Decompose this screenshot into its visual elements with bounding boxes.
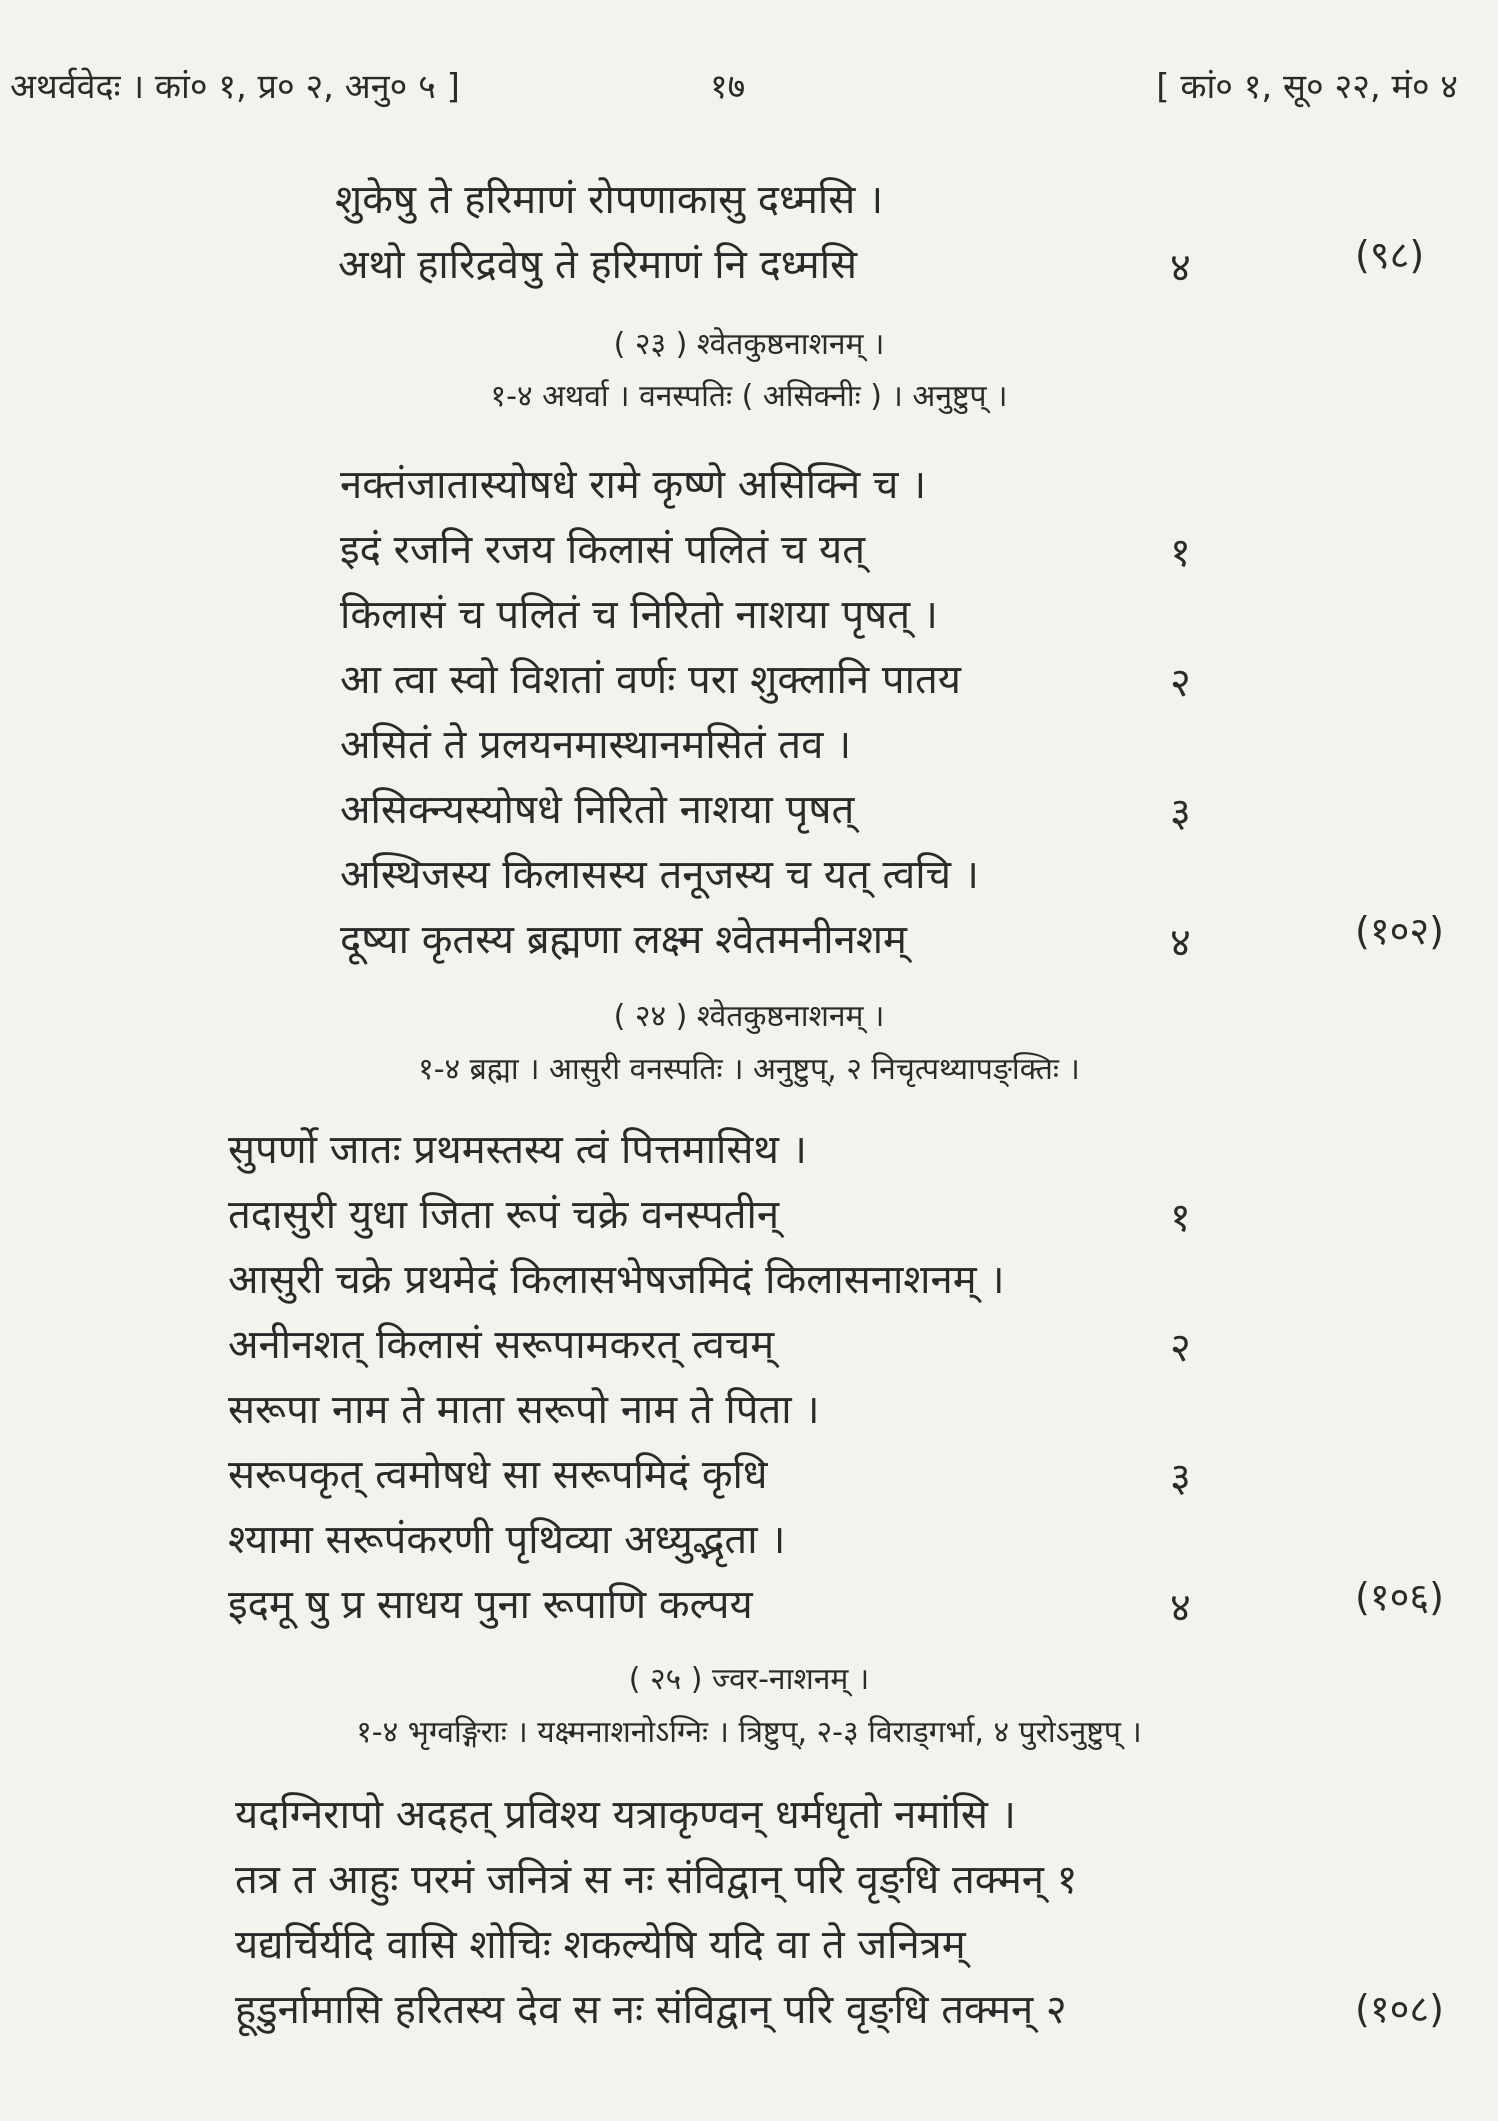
page-number: १७ <box>710 67 746 107</box>
verse-line: इदमू षु प्र साधय पुना रूपाणि कल्पय <box>228 1582 753 1628</box>
verse-line: इदं रजनि रजय किलासं पलितं च यत् <box>340 527 866 573</box>
verse-line: असितं ते प्रलयनमास्थानमसितं तव । <box>340 722 852 768</box>
verse-number: १ <box>1170 1195 1191 1241</box>
verse-line: आ त्वा स्वो विशतां वर्णः परा शुक्लानि पातय <box>340 657 962 703</box>
verse-line: सरूपा नाम ते माता सरूपो नाम ते पिता । <box>228 1387 820 1433</box>
verse-line: दूष्या कृतस्य ब्रह्मणा लक्ष्म श्वेतमनीनशम् <box>340 917 907 963</box>
section-subtitle: १-४ ब्रह्मा । आसुरी वनस्पतिः । अनुष्टुप्, २ निचृत्पथ्यापङ्क्तिः । <box>418 1052 1080 1087</box>
verse-line: सुपर्णो जातः प्रथमस्तस्य त्वं पित्तमासिथ । <box>228 1127 807 1173</box>
verse-line: अनीनशत् किलासं सरूपामकरत् त्वचम् <box>228 1322 775 1368</box>
verse-number: ३ <box>1170 1455 1191 1501</box>
header-right: [ कां० १, सू० २२, मं० ४ <box>1156 67 1458 107</box>
verse-line: तदासुरी युधा जिता रूपं चक्रे वनस्पतीन् <box>228 1192 780 1238</box>
verse-marker: (१०६) <box>1355 1575 1444 1619</box>
verse-marker: (९८) <box>1355 233 1425 277</box>
verse-number: ३ <box>1170 790 1191 836</box>
section-subtitle: १-४ भृग्वङ्गिराः । यक्ष्मनाशनोऽग्निः । त्रिष्टुप्, २-३ विराड्गर्भा, ४ पुरोऽनुष्टुप् । <box>356 1715 1142 1750</box>
verse-line: आसुरी चक्रे प्रथमेदं किलासभेषजमिदं किलासनाशनम् । <box>228 1257 1005 1303</box>
verse-marker: (१०२) <box>1355 909 1444 953</box>
verse-number: ४ <box>1170 1585 1191 1631</box>
verse-line: शुकेषु ते हरिमाणं रोपणाकासु दध्मसि । <box>335 177 884 223</box>
verse-line: श्यामा सरूपंकरणी पृथिव्या अध्युद्भृता । <box>228 1517 786 1563</box>
verse-line: तत्र त आहुः परमं जनित्रं स नः संविद्वान् परि वृङ्धि तक्मन् १ <box>235 1857 1078 1903</box>
page-header <box>10 62 1458 112</box>
verse-line: यद्यर्चिर्यदि वासि शोचिः शकल्येषि यदि वा ते जनित्रम् <box>235 1922 966 1968</box>
section-title: ( २४ ) श्वेतकुष्ठनाशनम् । <box>613 999 885 1034</box>
verse-line: अस्थिजस्य किलासस्य तनूजस्य च यत् त्वचि । <box>340 852 979 898</box>
verse-line: सरूपकृत् त्वमोषधे सा सरूपमिदं कृधि <box>228 1452 768 1498</box>
verse-line: हूडुर्नामासि हरितस्य देव स नः संविद्वान् परि वृङ्धि तक्मन् २ <box>235 1987 1067 2033</box>
header-left: अथर्ववेदः । कां० १, प्र० २, अनु० ५ ] <box>10 67 460 107</box>
section-title: ( २५ ) ज्वर-नाशनम् । <box>628 1662 870 1697</box>
section-title: ( २३ ) श्वेतकुष्ठनाशनम् । <box>613 327 885 362</box>
verse-line: किलासं च पलितं च निरितो नाशया पृषत् । <box>340 592 938 638</box>
verse-line: नक्तंजातास्योषधे रामे कृष्णे असिक्नि च । <box>340 462 927 508</box>
section-subtitle: १-४ अथर्वा । वनस्पतिः ( असिक्नीः ) । अनुष्टुप् । <box>490 379 1008 414</box>
verse-number: ४ <box>1170 245 1191 291</box>
verse-line: असिक्न्यस्योषधे निरितो नाशया पृषत् <box>340 787 855 833</box>
verse-marker: (१०८) <box>1355 1987 1444 2031</box>
verse-number: २ <box>1170 660 1191 706</box>
verse-line: अथो हारिद्रवेषु ते हरिमाणं नि दध्मसि <box>338 242 858 288</box>
verse-number: १ <box>1170 530 1191 576</box>
verse-number: २ <box>1170 1325 1191 1371</box>
verse-line: यदग्निरापो अदहत् प्रविश्य यत्राकृण्वन् धर्मधृतो नमांसि । <box>235 1792 1016 1838</box>
verse-number: ४ <box>1170 920 1191 966</box>
